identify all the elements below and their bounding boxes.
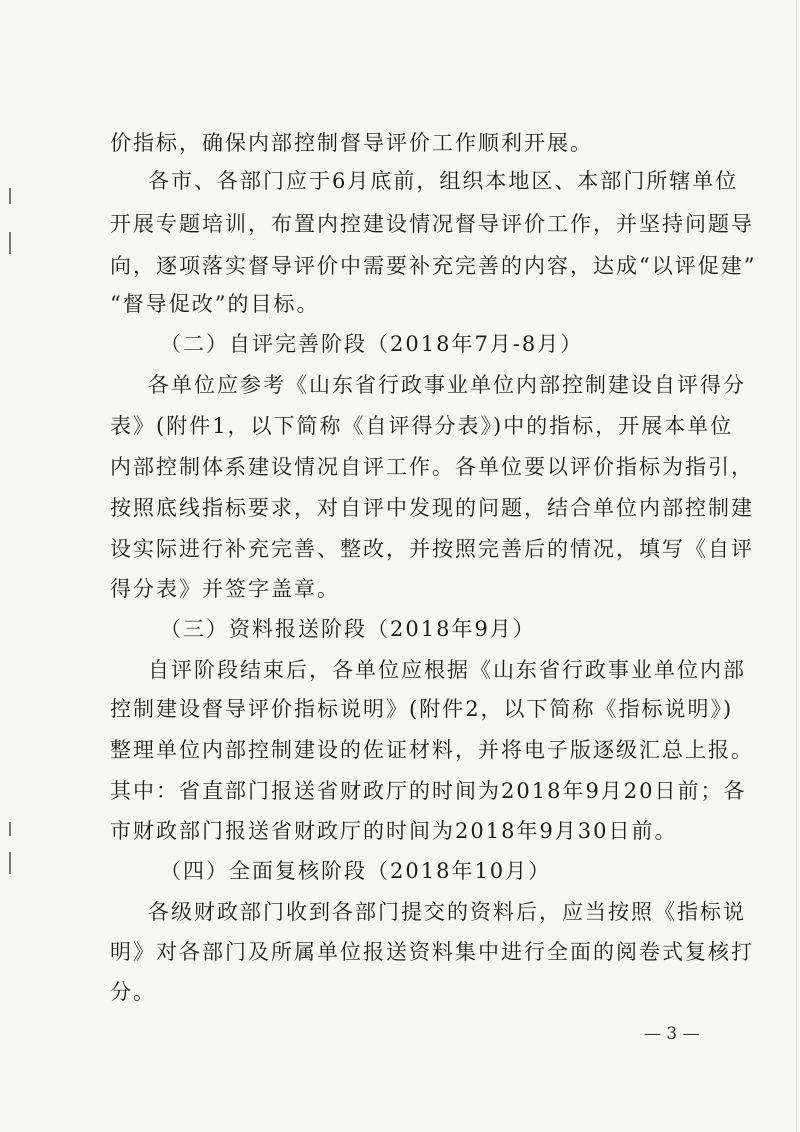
- body-line: 向，逐项落实督导评价中需要补充完善的内容，达成“以评促建”: [110, 254, 757, 278]
- body-line: 内部控制体系建设情况自评工作。各单位要以评价指标为指引，: [110, 455, 754, 479]
- body-line: 得分表》并签字盖章。: [110, 577, 340, 601]
- binding-mark: [9, 852, 11, 874]
- body-line: 按照底线指标要求，对自评中发现的问题，结合单位内部控制建: [110, 496, 754, 520]
- page-number: — 3 —: [644, 1024, 700, 1044]
- body-line: 其中：省直部门报送省财政厅的时间为2018年9月20日前；各: [110, 779, 747, 803]
- body-line: 表》(附件1，以下简称《自评得分表》)中的指标，开展本单位: [110, 414, 734, 438]
- body-line: 市财政部门报送省财政厅的时间为2018年9月30日前。: [110, 819, 678, 843]
- section-heading: （三）资料报送阶段（2018年9月）: [160, 617, 536, 641]
- section-heading: （二）自评完善阶段（2018年7月-8月）: [160, 332, 584, 356]
- body-line: 整理单位内部控制建设的佐证材料，并将电子版逐级汇总上报。: [110, 738, 754, 762]
- binding-mark: [9, 232, 11, 254]
- body-line: “督导促改”的目标。: [110, 292, 320, 316]
- binding-mark: [9, 188, 11, 204]
- body-line: 开展专题培训，布置内控建设情况督导评价工作，并坚持问题导: [110, 212, 754, 236]
- binding-mark: [9, 822, 11, 836]
- body-line: 分。: [110, 980, 156, 1004]
- body-line: 各单位应参考《山东省行政事业单位内部控制建设自评得分: [148, 373, 746, 397]
- body-line: 各市、各部门应于6月底前，组织本地区、本部门所辖单位: [148, 169, 739, 193]
- body-line: 明》对各部门及所属单位报送资料集中进行全面的阅卷式复核打: [110, 940, 754, 964]
- section-heading: （四）全面复核阶段（2018年10月）: [160, 859, 552, 883]
- page-edge: [796, 0, 797, 1132]
- body-line: 各级财政部门收到各部门提交的资料后，应当按照《指标说: [148, 900, 746, 924]
- body-line: 控制建设督导评价指标说明》(附件2，以下简称《指标说明》): [110, 697, 734, 721]
- body-line: 设实际进行补充完善、整改，并按照完善后的情况，填写《自评: [110, 537, 754, 561]
- body-line: 自评阶段结束后，各单位应根据《山东省行政事业单位内部: [148, 658, 746, 682]
- body-line: 价指标，确保内部控制督导评价工作顺利开展。: [110, 131, 593, 155]
